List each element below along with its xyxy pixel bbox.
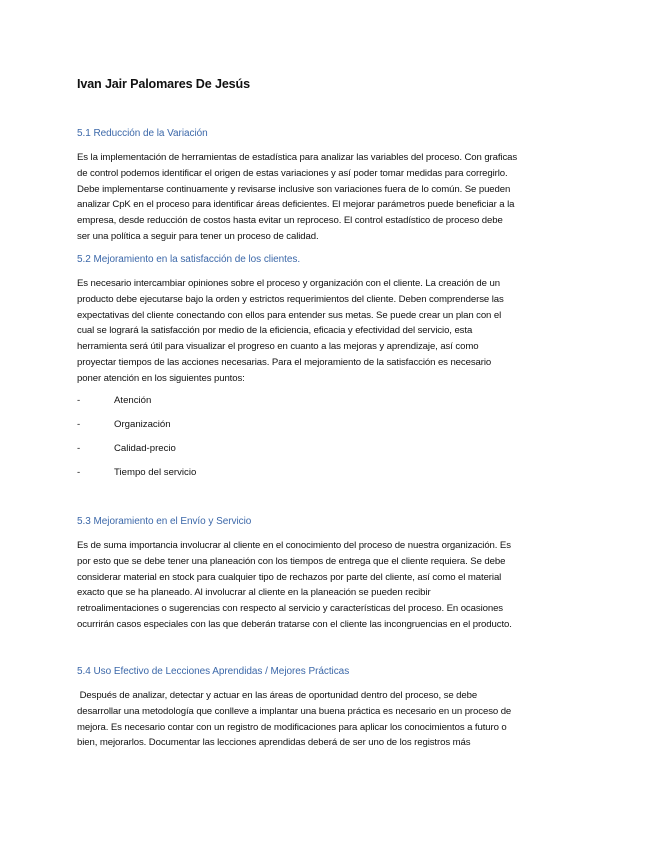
- paragraph-line: mejora. Es necesario contar con un registro de modificaciones para aplicar los conocimientos a futuro o: [77, 721, 507, 733]
- paragraph-line: herramienta será útil para visualizar el progreso en cuanto a las mejoras y aprendizaje, así como: [77, 341, 479, 353]
- paragraph-line: Es la implementación de herramientas de estadística para analizar las variables del proceso. Con graficas: [77, 152, 518, 163]
- paragraph-line: considerar material en stock para cualquier tipo de rechazos por parte del cliente, así como el material: [77, 571, 502, 583]
- bullet-dash: -: [77, 419, 81, 430]
- paragraph-line: Después de analizar, detectar y actuar en las áreas de oportunidad dentro del proceso, se debe: [77, 690, 478, 701]
- paragraph-line: retroalimentaciones o sugerencias con respecto al servicio y características del proceso. En ocasiones: [77, 603, 503, 615]
- paragraph-line: ser una política a seguir para tener un proceso de calidad.: [77, 230, 319, 242]
- paragraph-line: cual se logrará la satisfacción por medio de la eficiencia, eficacia y efectividad del servicio, esta: [77, 325, 473, 337]
- bullet-text: Calidad-precio: [114, 443, 176, 454]
- bullet-dash: -: [77, 443, 81, 454]
- section-heading-5-2: 5.2 Mejoramiento en la satisfacción de los clientes.: [77, 254, 301, 265]
- bullet-text: Tiempo del servicio: [114, 467, 197, 478]
- paragraph-line: bien, mejorarlos. Documentar las lecciones aprendidas deberá de ser uno de los registros más: [77, 737, 471, 749]
- paragraph-line: desarrollar una metodología que conlleve a implantar una buena práctica es necesario en un proceso de: [77, 705, 512, 717]
- section-heading-5-3: 5.3 Mejoramiento en el Envío y Servicio: [77, 516, 252, 527]
- section-heading-5-1: 5.1 Reducción de la Variación: [77, 128, 208, 139]
- paragraph-line: expectativas del cliente conectando con ellos para entender sus metas. Se puede crear un plan con el: [77, 309, 502, 321]
- paragraph-line: de control podemos identificar el origen de estas variaciones y así poder tomar medidas para corregirlo.: [77, 167, 508, 179]
- bullet-dash: -: [77, 395, 81, 406]
- paragraph-line: Debe implementarse continuamente y revisarse inclusive son variaciones fuera de lo común. Se pueden: [77, 183, 511, 195]
- paragraph-line: ocurrirán casos especiales con las que deberán tratarse con el cliente las incongruencias en el producto.: [77, 618, 512, 630]
- paragraph-line: Es necesario intercambiar opiniones sobre el proceso y organización con el cliente. La creación de un: [77, 278, 500, 289]
- section-paragraph-5-3: [77, 538, 582, 633]
- section-paragraph-5-4: [77, 688, 582, 751]
- bullet-dash: -: [77, 467, 81, 478]
- section-paragraph-5-1: [77, 150, 582, 245]
- paragraph-line: proyectar tiempos de las acciones necesarias. Para el mejoramiento de la satisfacción es necesario: [77, 356, 492, 368]
- paragraph-line: por esto que se debe tener una planeación con los tiempos de entrega que el cliente requiera. Se debe: [77, 555, 506, 567]
- paragraph-line: poner atención en los siguientes puntos:: [77, 372, 245, 384]
- paragraph-line: analizar CpK en el proceso para identificar áreas deficientes. El mejorar parámetros puede beneficiar a la: [77, 199, 515, 211]
- paragraph-line: exacto que se ha planeado. Al involucrar al cliente en la planeación se pueden recibir: [77, 587, 431, 599]
- paragraph-line: empresa, desde reducción de costos hasta evitar un reproceso. El control estadístico de proceso debe: [77, 215, 503, 227]
- bullet-text: Organización: [114, 419, 171, 430]
- bullet-text: Atención: [114, 395, 152, 406]
- section-paragraph-5-2: [77, 276, 582, 387]
- paragraph-line: producto debe ejecutarse bajo la orden y estrictos requerimientos del cliente. Deben comprenderse las: [77, 293, 504, 305]
- author-name: Ivan Jair Palomares De Jesús: [77, 77, 250, 91]
- paragraph-line: Es de suma importancia involucrar al cliente en el conocimiento del proceso de nuestra organización. Es: [77, 540, 511, 551]
- section-heading-5-4: 5.4 Uso Efectivo de Lecciones Aprendidas / Mejores Prácticas: [77, 666, 350, 677]
